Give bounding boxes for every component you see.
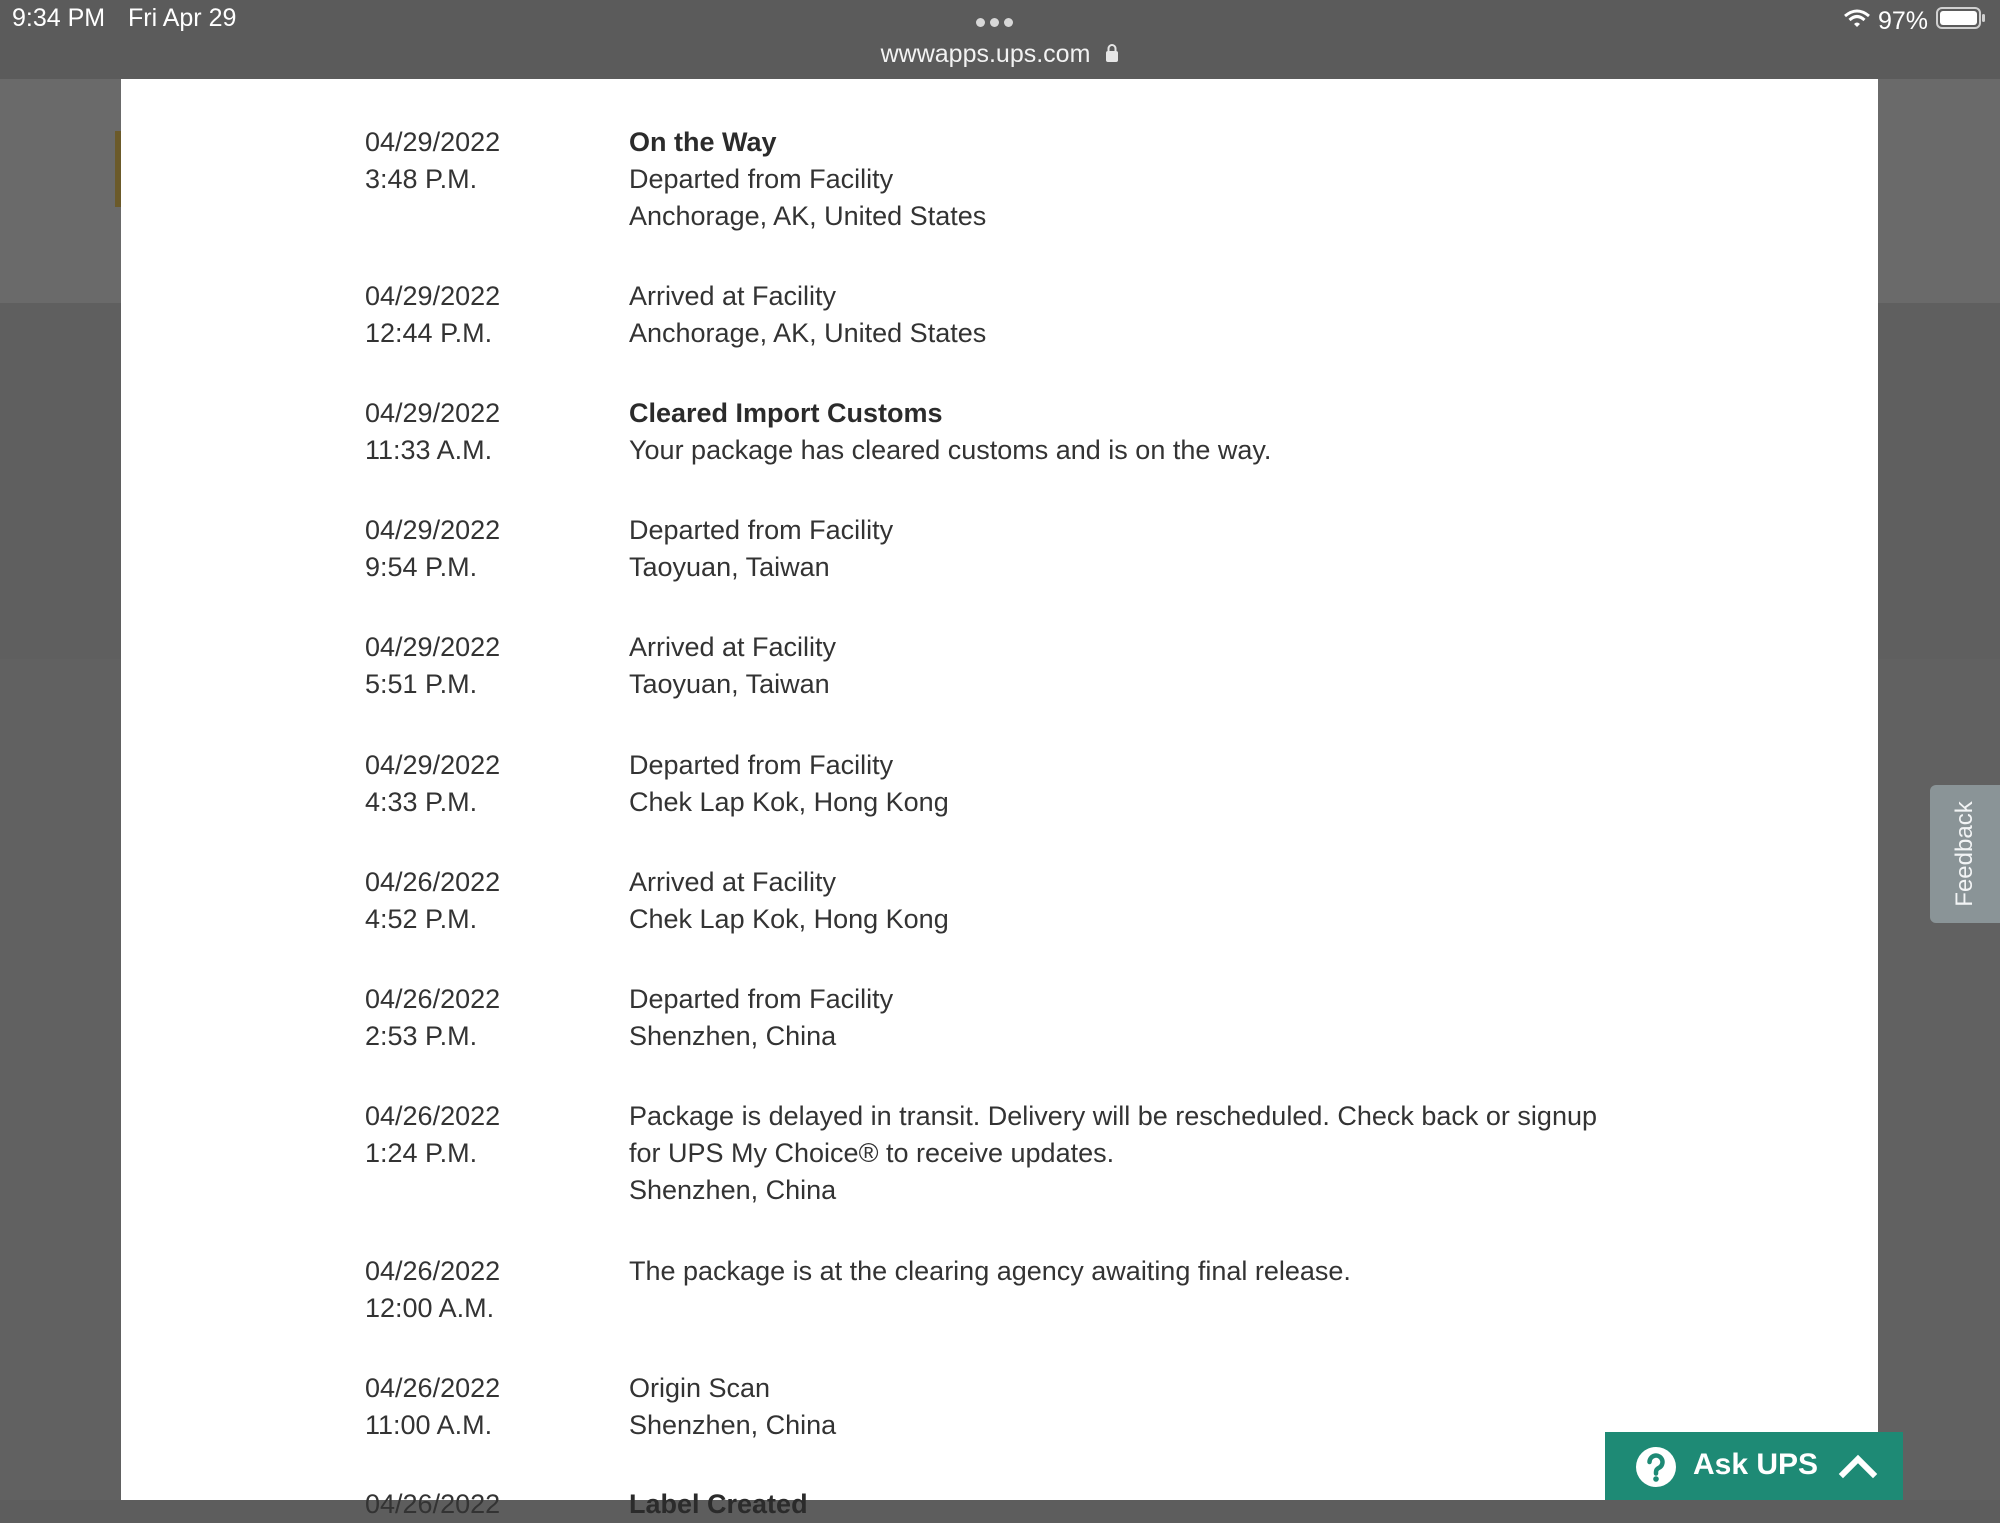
event-location: Shenzhen, China: [629, 1175, 837, 1205]
status-right: [1844, 6, 1986, 37]
event-datetime: [365, 1253, 595, 1327]
event-description: Departed from Facility: [629, 984, 894, 1014]
ask-ups-button[interactable]: [1605, 1432, 1903, 1500]
event-date: 04/29/2022: [365, 127, 501, 157]
event-date: 04/29/2022: [365, 750, 501, 780]
event-status: Label Created: [629, 1489, 808, 1519]
event-description: Origin Scan: [629, 1373, 771, 1403]
event-details: [629, 1486, 1729, 1523]
event-details: [629, 981, 1729, 1055]
event-status: Cleared Import Customs: [629, 398, 943, 428]
event-date: 04/29/2022: [365, 515, 501, 545]
feedback-tab[interactable]: [1930, 785, 2000, 923]
event-datetime: [365, 864, 595, 938]
event-location: Taoyuan, Taiwan: [629, 552, 830, 582]
event-time: 9:54 P.M.: [365, 552, 478, 582]
event-date: 04/26/2022: [365, 1489, 501, 1519]
event-time: 12:00 A.M.: [365, 1293, 495, 1323]
event-details: [629, 629, 1729, 703]
event-description: Departed from Facility: [629, 750, 894, 780]
event-time: 11:00 A.M.: [365, 1410, 493, 1440]
event-details: [629, 512, 1729, 586]
event-datetime: [365, 629, 595, 703]
ios-status-bar: [0, 0, 2000, 79]
event-date: 04/26/2022: [365, 1256, 501, 1286]
event-description: The package is at the clearing agency awaiting final release.: [629, 1256, 1351, 1286]
event-location: Chek Lap Kok, Hong Kong: [629, 787, 949, 817]
event-time: 3:48 P.M.: [365, 164, 478, 194]
event-location: Chek Lap Kok, Hong Kong: [629, 904, 949, 934]
address-bar[interactable]: [0, 40, 2000, 70]
event-description: Arrived at Facility: [629, 867, 837, 897]
event-time: 12:44 P.M.: [365, 318, 493, 348]
event-description: Departed from Facility: [629, 164, 894, 194]
event-details: [629, 1253, 1729, 1290]
battery-percent: 97%: [1877, 7, 1928, 35]
event-date: 04/26/2022: [365, 1373, 501, 1403]
event-time: 2:53 P.M.: [365, 1021, 478, 1051]
event-time: 4:33 P.M.: [365, 787, 478, 817]
event-location: Shenzhen, China: [629, 1410, 837, 1440]
event-details: [629, 1098, 1729, 1209]
event-location: Taoyuan, Taiwan: [629, 669, 830, 699]
event-date: 04/26/2022: [365, 867, 501, 897]
event-status: On the Way: [629, 127, 777, 157]
ask-ups-label: Ask UPS: [1693, 1448, 1819, 1481]
event-details: [629, 747, 1729, 821]
event-time: 1:24 P.M.: [365, 1138, 478, 1168]
event-details: [629, 395, 1729, 469]
event-datetime: [365, 1486, 595, 1523]
event-location: Shenzhen, China: [629, 1021, 837, 1051]
event-date: 04/26/2022: [365, 984, 501, 1014]
event-datetime: [365, 395, 595, 469]
event-datetime: [365, 1370, 595, 1444]
event-location: Anchorage, AK, United States: [629, 318, 987, 348]
event-datetime: [365, 124, 595, 198]
event-description: Arrived at Facility: [629, 632, 837, 662]
lock-icon: [1105, 41, 1119, 70]
status-time: 9:34 PM: [12, 4, 106, 32]
event-details: [629, 864, 1729, 938]
url-text: wwwapps.ups.com: [880, 40, 1091, 68]
event-location: Anchorage, AK, United States: [629, 201, 987, 231]
event-description: Arrived at Facility: [629, 281, 837, 311]
feedback-label: Feedback: [1951, 801, 1978, 907]
battery-icon: [1936, 6, 1986, 37]
event-datetime: [365, 278, 595, 352]
shipment-progress-panel[interactable]: [121, 79, 1878, 1519]
event-description: Package is delayed in transit. Delivery will be rescheduled. Check back or signup: [629, 1101, 1597, 1131]
event-time: 5:51 P.M.: [365, 669, 478, 699]
page-backdrop-left: [0, 79, 121, 1500]
status-date: Fri Apr 29: [128, 4, 237, 32]
question-circle-icon: [1635, 1446, 1677, 1493]
event-details: [629, 124, 1729, 235]
event-time: 4:52 P.M.: [365, 904, 478, 934]
event-details: [629, 1370, 1729, 1444]
event-details: [629, 278, 1729, 352]
event-time: 11:33 A.M.: [365, 435, 493, 465]
event-date: 04/26/2022: [365, 1101, 501, 1131]
event-date: 04/29/2022: [365, 632, 501, 662]
event-description-continued: for UPS My Choice® to receive updates.: [629, 1138, 1115, 1168]
event-description: Your package has cleared customs and is on the way.: [629, 435, 1272, 465]
event-datetime: [365, 1098, 595, 1172]
chevron-up-icon[interactable]: [1839, 1450, 1877, 1485]
event-datetime: [365, 981, 595, 1055]
event-date: 04/29/2022: [365, 281, 501, 311]
more-dots-icon[interactable]: [976, 18, 1013, 27]
wifi-icon: [1844, 7, 1870, 36]
event-date: 04/29/2022: [365, 398, 501, 428]
event-datetime: [365, 747, 595, 821]
event-datetime: [365, 512, 595, 586]
event-description: Departed from Facility: [629, 515, 894, 545]
